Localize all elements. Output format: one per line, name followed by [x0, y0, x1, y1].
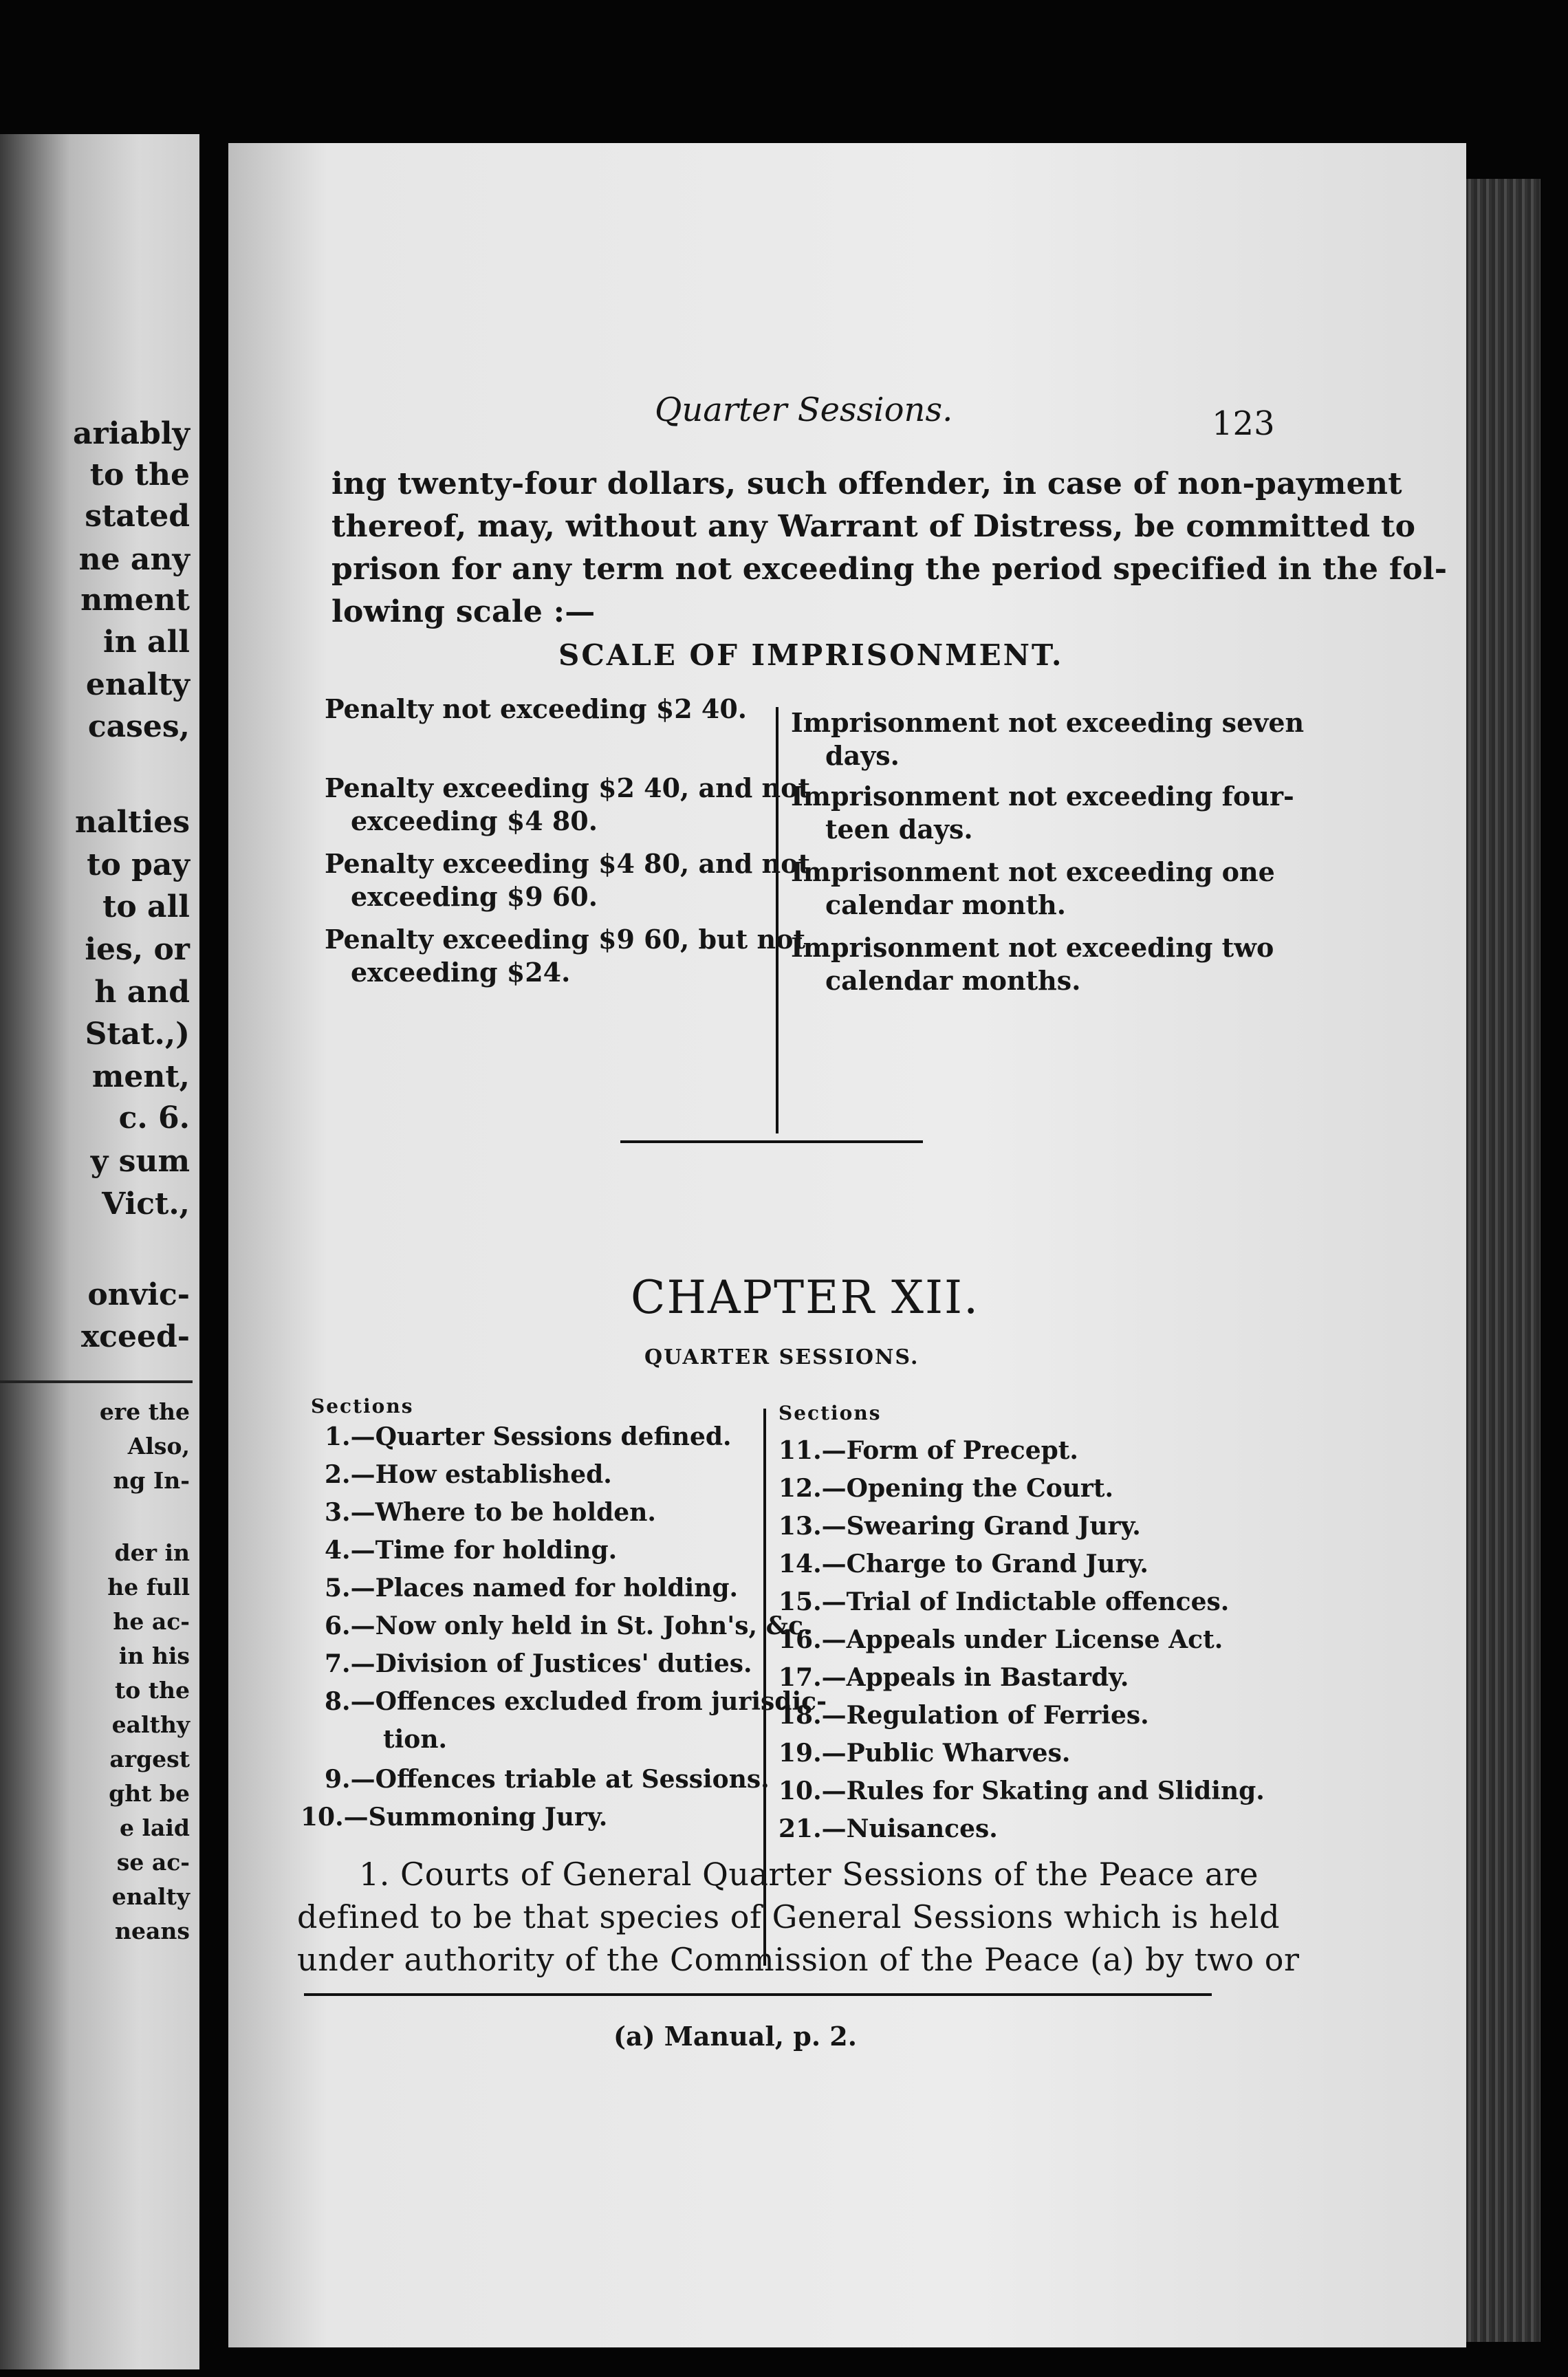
section-entry: 2.—How established.: [325, 1460, 612, 1489]
paragraph-line: defined to be that species of General Sessions which is held: [297, 1898, 1281, 1935]
left-fragment-line: y sum: [90, 1144, 190, 1179]
penalty-cell: Penalty exceeding $4 80, and not: [325, 848, 811, 879]
imprisonment-cell: teen days.: [825, 814, 973, 845]
left-fragment-line: e laid: [119, 1814, 190, 1841]
imprisonment-cell: calendar months.: [825, 965, 1081, 996]
left-fragment-line: der in: [114, 1539, 190, 1566]
section-entry: 14.—Charge to Grand Jury.: [778, 1550, 1148, 1578]
left-fragment-line: nalties: [74, 805, 190, 840]
paragraph-line: under authority of the Commission of the Peace (a) by two or: [297, 1941, 1300, 1978]
section-entry: 17.—Appeals in Bastardy.: [778, 1663, 1129, 1692]
section-entry: 9.—Offences triable at Sessions.: [325, 1765, 770, 1794]
penalty-cell: exceeding $24.: [351, 957, 571, 988]
section-entry: 10.—Summoning Jury.: [301, 1803, 608, 1832]
imprisonment-cell: Imprisonment not exceeding two: [791, 932, 1274, 963]
section-entry: 5.—Places named for holding.: [325, 1574, 739, 1603]
imprisonment-cell: Imprisonment not exceeding four-: [791, 781, 1294, 812]
section-entry: 12.—Opening the Court.: [778, 1474, 1114, 1503]
sections-label-left: Sections: [311, 1395, 414, 1418]
left-fragment-line: se ac-: [116, 1849, 190, 1876]
left-fragment-line: onvic-: [87, 1277, 190, 1312]
section-entry: 21.—Nuisances.: [778, 1814, 998, 1843]
body-text-line: thereof, may, without any Warrant of Distress, be committed to: [331, 509, 1416, 544]
left-fragment-line: enalty: [111, 1883, 190, 1910]
running-head: Quarter Sessions.: [655, 391, 953, 429]
left-footnote-rule: [0, 1380, 193, 1383]
left-fragment-line: ne any: [78, 542, 190, 577]
left-fragment-line: ealthy: [111, 1711, 190, 1738]
left-fragment-line: ies, or: [85, 932, 190, 967]
left-fragment-line: h and: [94, 975, 190, 1010]
section-entry: 13.—Swearing Grand Jury.: [778, 1512, 1141, 1541]
left-fragment-line: in his: [118, 1642, 190, 1669]
penalty-cell: Penalty exceeding $2 40, and not: [325, 772, 811, 803]
imprisonment-cell: calendar month.: [825, 889, 1067, 920]
left-fragment-line: to the: [89, 457, 190, 492]
left-fragment-line: stated: [85, 499, 190, 534]
section-entry: 6.—Now only held in St. John's, &c.: [325, 1611, 812, 1640]
left-fragment-line: to pay: [87, 847, 190, 882]
left-fragment-line: he full: [107, 1574, 190, 1600]
sections-label-right: Sections: [778, 1402, 882, 1424]
scale-heading: SCALE OF IMPRISONMENT.: [558, 638, 1064, 672]
previous-page-fragment: [0, 134, 199, 2369]
book-page: [228, 143, 1466, 2347]
left-fragment-line: cases,: [87, 709, 190, 744]
left-fragment-line: ariably: [73, 416, 190, 451]
imprisonment-cell: days.: [825, 740, 900, 771]
section-entry: 1.—Quarter Sessions defined.: [325, 1422, 732, 1451]
table-column-rule: [776, 707, 778, 1133]
section-entry: 10.—Rules for Skating and Sliding.: [778, 1777, 1265, 1805]
chapter-subtitle: QUARTER SESSIONS.: [644, 1345, 919, 1369]
penalty-cell: exceeding $4 80.: [351, 805, 598, 836]
body-text-line: prison for any term not exceeding the period specified in the fol-: [331, 552, 1448, 587]
section-entry: 7.—Division of Justices' duties.: [325, 1649, 752, 1678]
left-fragment-line: xceed-: [80, 1319, 190, 1354]
footnote: (a) Manual, p. 2.: [613, 2021, 857, 2052]
section-entry: 4.—Time for holding.: [325, 1536, 618, 1565]
section-entry: 18.—Regulation of Ferries.: [778, 1701, 1149, 1730]
body-text-line: ing twenty-four dollars, such offender, in case of non-payment: [331, 466, 1402, 501]
chapter-title: CHAPTER XII.: [631, 1271, 980, 1324]
left-fragment-line: ere the: [99, 1398, 190, 1425]
left-fragment-line: enalty: [85, 667, 190, 702]
penalty-cell: Penalty exceeding $9 60, but not: [325, 924, 805, 955]
section-entry: 16.—Appeals under License Act.: [778, 1625, 1223, 1654]
imprisonment-cell: Imprisonment not exceeding one: [791, 856, 1275, 887]
left-fragment-line: to the: [115, 1677, 190, 1704]
left-fragment-line: neans: [115, 1918, 190, 1944]
left-fragment-line: ght be: [109, 1780, 190, 1807]
left-fragment-line: argest: [109, 1746, 190, 1772]
section-divider-rule: [620, 1140, 923, 1143]
left-fragment-line: in all: [103, 625, 190, 660]
imprisonment-cell: Imprisonment not exceeding seven: [791, 707, 1305, 738]
left-fragment-line: c. 6.: [118, 1100, 190, 1136]
left-fragment-line: nment: [80, 583, 190, 618]
left-fragment-line: Vict.,: [102, 1186, 190, 1222]
left-fragment-line: ment,: [91, 1059, 190, 1094]
left-fragment-line: to all: [102, 889, 190, 924]
penalty-cell: Penalty not exceeding $2 40.: [325, 693, 748, 724]
left-fragment-line: Stat.,): [85, 1017, 190, 1052]
section-entry: tion.: [383, 1725, 448, 1754]
left-fragment-line: ng In-: [113, 1467, 190, 1494]
left-fragment-line: he ac-: [113, 1608, 190, 1635]
section-entry: 19.—Public Wharves.: [778, 1739, 1071, 1768]
footnote-rule: [304, 1993, 1212, 1996]
section-entry: 3.—Where to be holden.: [325, 1498, 656, 1527]
page-number: 123: [1212, 404, 1275, 443]
book-page-edge: [1465, 179, 1540, 2342]
section-entry: 11.—Form of Precept.: [778, 1436, 1078, 1465]
body-text-line: lowing scale :—: [331, 594, 596, 629]
paragraph-line: 1. Courts of General Quarter Sessions of the Peace are: [359, 1856, 1259, 1893]
penalty-cell: exceeding $9 60.: [351, 881, 598, 912]
section-entry: 8.—Offences excluded from jurisdic-: [325, 1687, 827, 1716]
left-fragment-line: Also,: [127, 1433, 190, 1459]
section-entry: 15.—Trial of Indictable offences.: [778, 1587, 1230, 1616]
